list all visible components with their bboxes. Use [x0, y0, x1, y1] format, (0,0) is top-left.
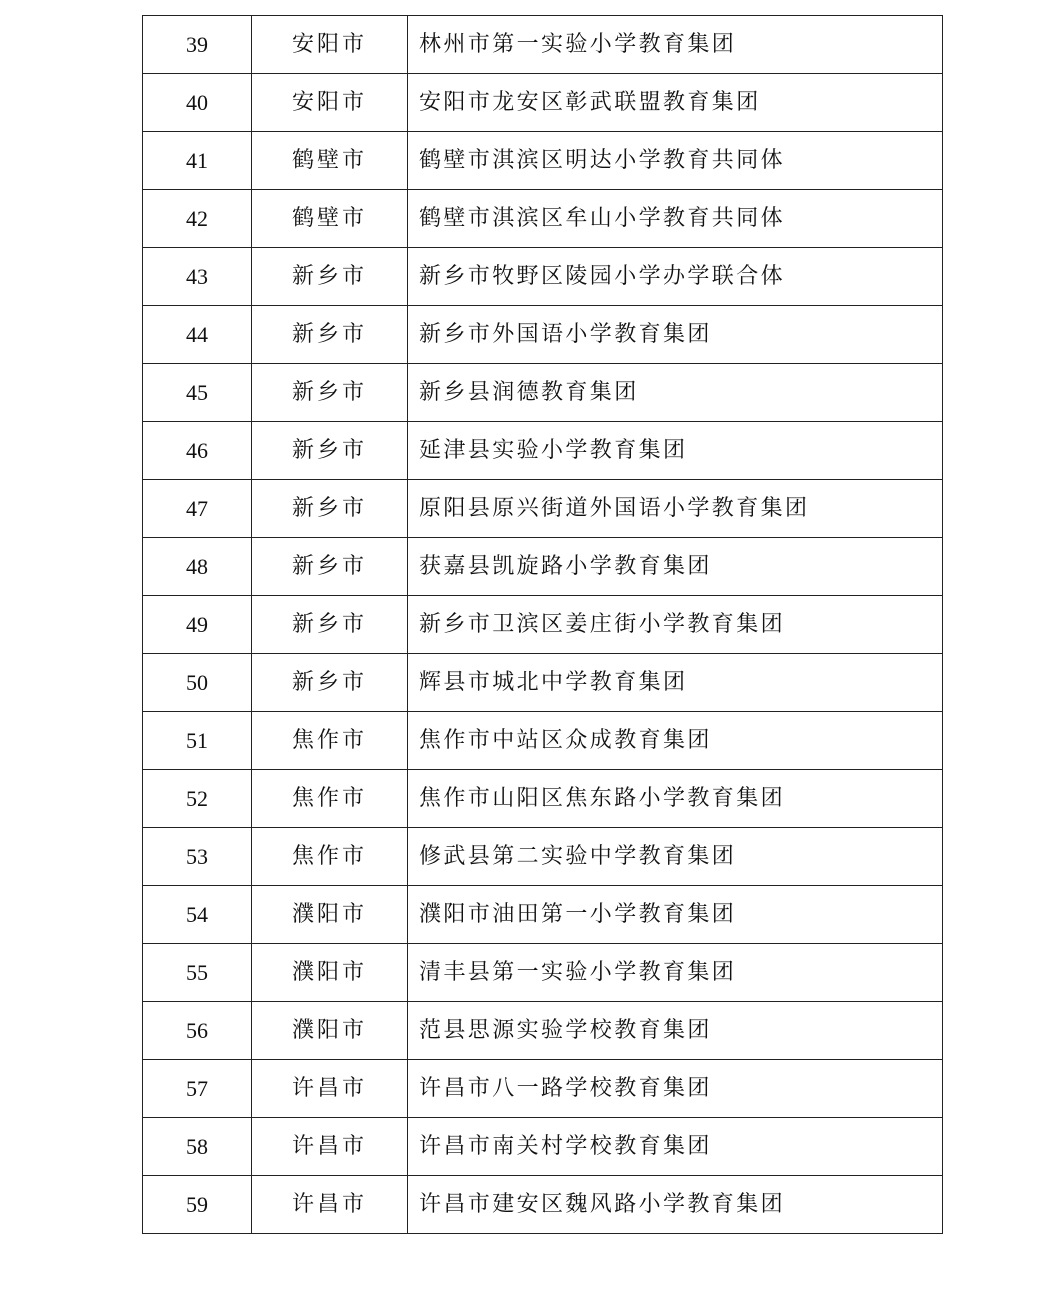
group-name-cell: 焦作市山阳区焦东路小学教育集团	[408, 770, 943, 828]
city-cell: 濮阳市	[252, 1002, 408, 1060]
row-number: 39	[143, 16, 252, 74]
city-cell: 许昌市	[252, 1060, 408, 1118]
row-number: 53	[143, 828, 252, 886]
city-cell: 新乡市	[252, 422, 408, 480]
table-row	[143, 74, 943, 132]
table-row	[143, 132, 943, 190]
row-number: 56	[143, 1002, 252, 1060]
group-name-cell: 新乡市牧野区陵园小学办学联合体	[408, 248, 943, 306]
group-name-cell: 林州市第一实验小学教育集团	[408, 16, 943, 74]
group-name-cell: 原阳县原兴街道外国语小学教育集团	[408, 480, 943, 538]
table-row	[143, 422, 943, 480]
group-name-cell: 延津县实验小学教育集团	[408, 422, 943, 480]
row-number: 47	[143, 480, 252, 538]
city-cell: 焦作市	[252, 828, 408, 886]
table-row	[143, 306, 943, 364]
table-row	[143, 1002, 943, 1060]
group-name-cell: 鹤壁市淇滨区明达小学教育共同体	[408, 132, 943, 190]
education-group-table-container	[142, 15, 942, 1234]
table-row	[143, 712, 943, 770]
city-cell: 新乡市	[252, 364, 408, 422]
city-cell: 新乡市	[252, 248, 408, 306]
city-cell: 鹤壁市	[252, 132, 408, 190]
row-number: 51	[143, 712, 252, 770]
table-row	[143, 1118, 943, 1176]
group-name-cell: 范县思源实验学校教育集团	[408, 1002, 943, 1060]
city-cell: 安阳市	[252, 74, 408, 132]
table-row	[143, 190, 943, 248]
table-row	[143, 944, 943, 1002]
city-cell: 焦作市	[252, 770, 408, 828]
table-row	[143, 480, 943, 538]
group-name-cell: 新乡市卫滨区姜庄街小学教育集团	[408, 596, 943, 654]
row-number: 40	[143, 74, 252, 132]
city-cell: 新乡市	[252, 596, 408, 654]
city-cell: 新乡市	[252, 654, 408, 712]
table-row	[143, 364, 943, 422]
city-cell: 许昌市	[252, 1118, 408, 1176]
city-cell: 濮阳市	[252, 886, 408, 944]
table-row	[143, 538, 943, 596]
group-name-cell: 许昌市八一路学校教育集团	[408, 1060, 943, 1118]
city-cell: 鹤壁市	[252, 190, 408, 248]
city-cell: 新乡市	[252, 306, 408, 364]
city-cell: 许昌市	[252, 1176, 408, 1234]
city-cell: 安阳市	[252, 16, 408, 74]
table-row	[143, 1176, 943, 1234]
group-name-cell: 辉县市城北中学教育集团	[408, 654, 943, 712]
group-name-cell: 清丰县第一实验小学教育集团	[408, 944, 943, 1002]
table-row	[143, 596, 943, 654]
row-number: 55	[143, 944, 252, 1002]
group-name-cell: 安阳市龙安区彰武联盟教育集团	[408, 74, 943, 132]
table-row	[143, 886, 943, 944]
row-number: 50	[143, 654, 252, 712]
row-number: 52	[143, 770, 252, 828]
education-group-table	[142, 15, 943, 1234]
row-number: 46	[143, 422, 252, 480]
group-name-cell: 新乡市外国语小学教育集团	[408, 306, 943, 364]
city-cell: 焦作市	[252, 712, 408, 770]
city-cell: 新乡市	[252, 538, 408, 596]
row-number: 54	[143, 886, 252, 944]
group-name-cell: 濮阳市油田第一小学教育集团	[408, 886, 943, 944]
table-row	[143, 770, 943, 828]
row-number: 42	[143, 190, 252, 248]
table-row	[143, 16, 943, 74]
group-name-cell: 许昌市建安区魏风路小学教育集团	[408, 1176, 943, 1234]
group-name-cell: 鹤壁市淇滨区牟山小学教育共同体	[408, 190, 943, 248]
group-name-cell: 许昌市南关村学校教育集团	[408, 1118, 943, 1176]
city-cell: 濮阳市	[252, 944, 408, 1002]
group-name-cell: 焦作市中站区众成教育集团	[408, 712, 943, 770]
row-number: 45	[143, 364, 252, 422]
table-row	[143, 248, 943, 306]
group-name-cell: 修武县第二实验中学教育集团	[408, 828, 943, 886]
row-number: 57	[143, 1060, 252, 1118]
row-number: 43	[143, 248, 252, 306]
row-number: 41	[143, 132, 252, 190]
table-row	[143, 828, 943, 886]
city-cell: 新乡市	[252, 480, 408, 538]
row-number: 58	[143, 1118, 252, 1176]
row-number: 48	[143, 538, 252, 596]
table-row	[143, 1060, 943, 1118]
group-name-cell: 新乡县润德教育集团	[408, 364, 943, 422]
row-number: 49	[143, 596, 252, 654]
group-name-cell: 获嘉县凯旋路小学教育集团	[408, 538, 943, 596]
row-number: 59	[143, 1176, 252, 1234]
row-number: 44	[143, 306, 252, 364]
table-row	[143, 654, 943, 712]
